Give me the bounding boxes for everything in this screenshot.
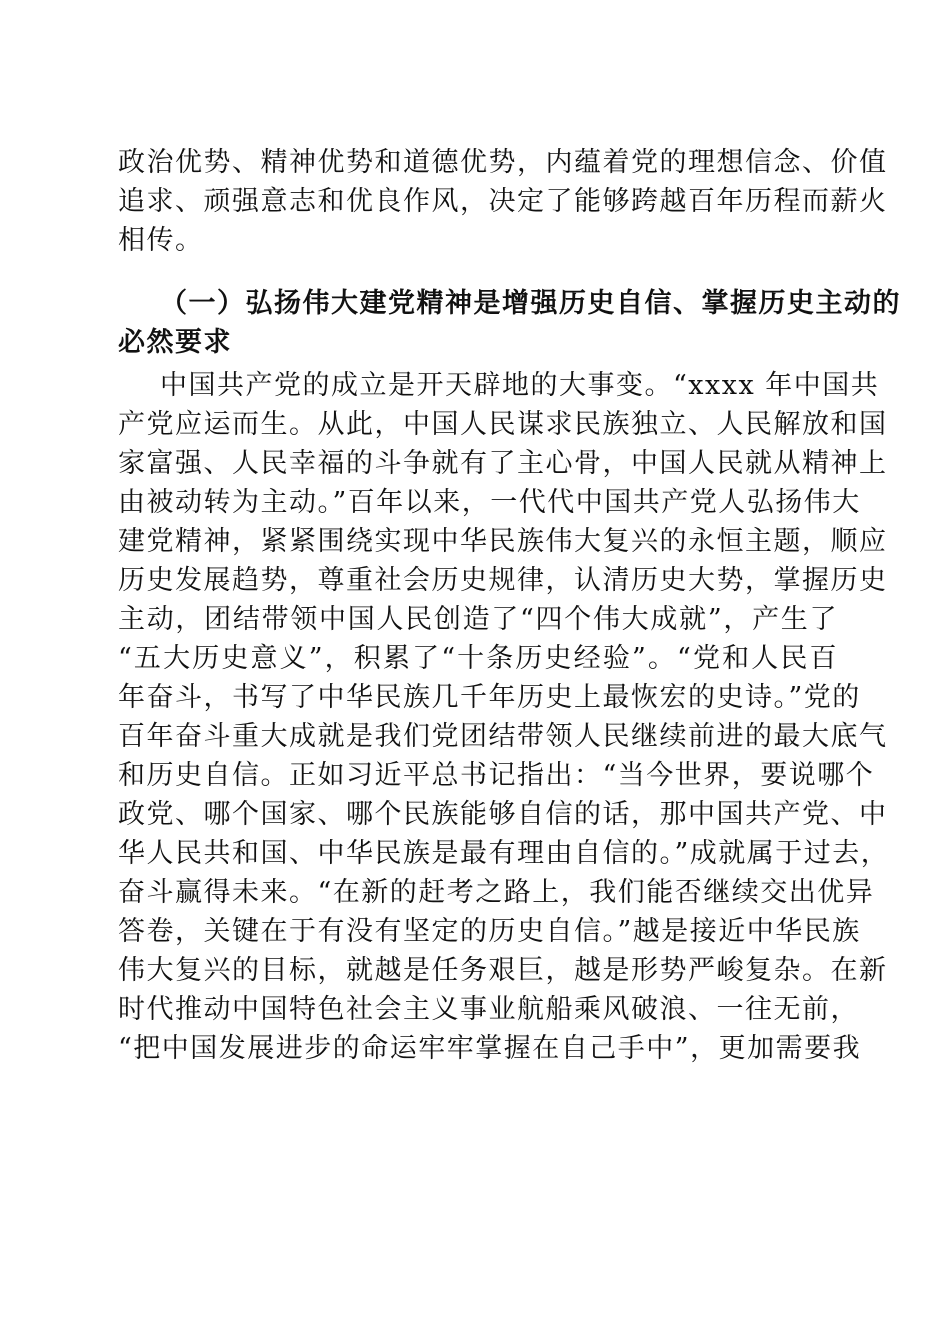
paragraph-line: 华人民共和国、中华民族是最有理由自信的。”成就属于过去， [118, 838, 890, 869]
paragraph-line: 由被动转为主动。”百年以来，一代代中国共产党人弘扬伟大 [118, 487, 861, 518]
heading-line: （一）弘扬伟大建党精神是增强历史自信、掌握历史主动的 [160, 288, 901, 319]
paragraph-line: 相传。 [118, 225, 204, 256]
paragraph-line: 主动，团结带领中国人民创造了“四个伟大成就”，产生了 [118, 604, 838, 635]
paragraph-line: 伟大复兴的目标，就越是任务艰巨，越是形势严峻复杂。在新 [118, 955, 888, 986]
paragraph-line: 产党应运而生。从此，中国人民谋求民族独立、人民解放和国 [118, 409, 888, 440]
paragraph-line: “把中国发展进步的命运牢牢掌握在自己手中”，更加需要我 [118, 1033, 862, 1064]
intro-paragraph [118, 143, 888, 260]
paragraph-line: 奋斗赢得未来。“在新的赶考之路上，我们能否继续交出优异 [118, 877, 875, 908]
paragraph-line: 历史发展趋势，尊重社会历史规律，认清历史大势，掌握历史 [118, 565, 888, 596]
body-paragraph [118, 366, 890, 1068]
paragraph-line: 中国共产党的成立是开天辟地的大事变。“xxxx 年中国共 [160, 370, 880, 401]
paragraph-line: 和历史自信。正如习近平总书记指出：“当今世界，要说哪个 [118, 760, 875, 791]
paragraph-line: 家富强、人民幸福的斗争就有了主心骨，中国人民就从精神上 [118, 448, 888, 479]
heading-line: 必然要求 [118, 327, 232, 358]
paragraph-line: 政治优势、精神优势和道德优势，内蕴着党的理想信念、价值 [118, 147, 888, 178]
paragraph-line: 时代推动中国特色社会主义事业航船乘风破浪、一往无前， [118, 994, 859, 1025]
paragraph-line: 百年奋斗重大成就是我们党团结带领人民继续前进的最大底气 [118, 721, 888, 752]
paragraph-line: 建党精神，紧紧围绕实现中华民族伟大复兴的永恒主题，顺应 [118, 526, 888, 557]
paragraph-line: “五大历史意义”，积累了“十条历史经验”。“党和人民百 [118, 643, 838, 674]
paragraph-line: 答卷，关键在于有没有坚定的历史自信。”越是接近中华民族 [118, 916, 861, 947]
paragraph-line: 追求、顽强意志和优良作风，决定了能够跨越百年历程而薪火 [118, 186, 888, 217]
paragraph-line: 政党、哪个国家、哪个民族能够自信的话，那中国共产党、中 [118, 799, 888, 830]
section-heading [118, 284, 901, 362]
paragraph-line: 年奋斗，书写了中华民族几千年历史上最恢宏的史诗。”党的 [118, 682, 861, 713]
